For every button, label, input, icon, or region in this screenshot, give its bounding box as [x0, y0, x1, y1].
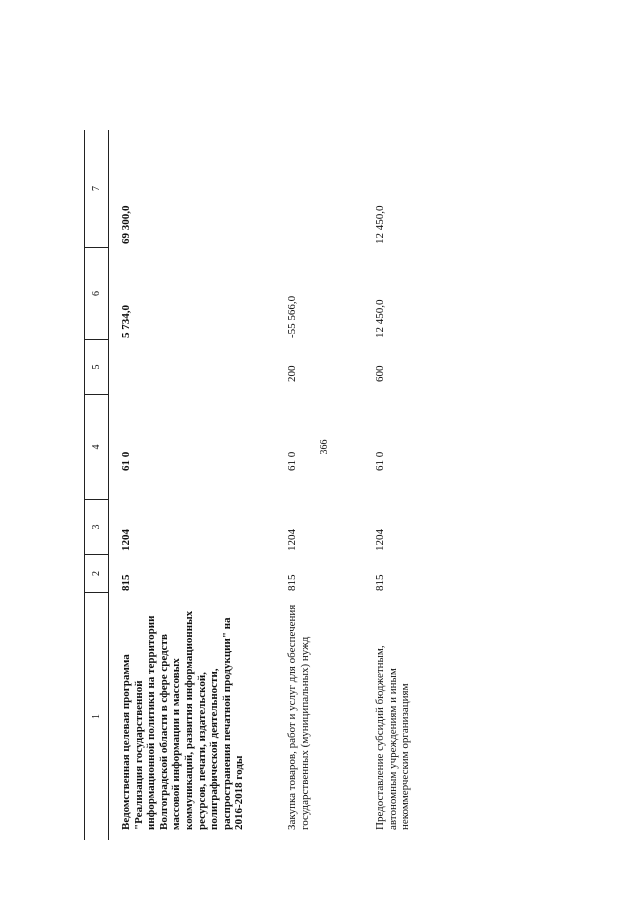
- table-header: [84, 130, 109, 840]
- row-section: 1204: [374, 529, 386, 551]
- row-section: 1204: [286, 529, 298, 551]
- row-expense-type: 600: [374, 365, 386, 382]
- row-department: 815: [374, 574, 386, 591]
- header-col-6: 6: [85, 248, 109, 340]
- row-value-6: 5 734,0: [120, 305, 132, 338]
- row-department: 815: [120, 574, 132, 591]
- row-value-7: 69 300,0: [120, 205, 132, 244]
- row-name: Ведомственная целевая программа "Реализация государственной информационной политики на территории Волгоградской области в сфере средств массовой информации и массовых коммуникаций, развития информационных ресурсов, печати, издательской, полиграфической деятельности, распространения печатной продукции" на 2016-2018 годы: [120, 610, 246, 830]
- row-value-7: 12 450,0: [374, 205, 386, 244]
- header-col-1: 1: [91, 714, 102, 719]
- row-target: 61 0: [286, 451, 298, 471]
- row-target: 61 0: [120, 451, 132, 471]
- row-section: 1204: [120, 529, 132, 551]
- budget-table: [84, 130, 616, 840]
- header-col-3: 3: [85, 500, 109, 555]
- row-name: Предоставление субсидий бюджетным, автономным учреждениям и иным некоммерческим организациям: [374, 645, 412, 830]
- header-col-5: 5: [85, 340, 109, 395]
- row-value-6: -55 566,0: [286, 295, 298, 338]
- row-name: Закупка товаров, работ и услуг для обеспечения государственных (муниципальных) нужд: [286, 604, 311, 830]
- row-expense-type: 200: [286, 365, 298, 382]
- header-col-2: 2: [85, 555, 109, 593]
- header-col-7: 7: [85, 130, 109, 248]
- page-number: 366: [319, 439, 330, 455]
- row-department: 815: [286, 574, 298, 591]
- row-value-6: 12 450,0: [374, 299, 386, 338]
- row-target: 61 0: [374, 451, 386, 471]
- header-col-4: 4: [85, 395, 109, 500]
